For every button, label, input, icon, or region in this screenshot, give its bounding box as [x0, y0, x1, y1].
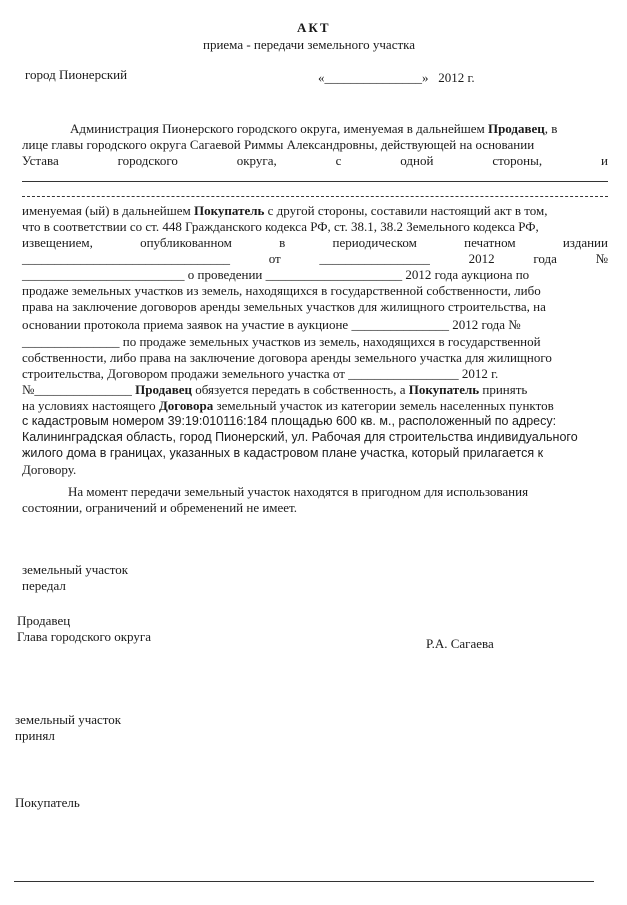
p2-l1-text: именуемая (ый) в дальнейшем	[22, 203, 194, 218]
plot-label-1: земельный участок	[22, 562, 129, 577]
signature-line	[14, 881, 594, 882]
seller-term: Продавец	[487, 121, 545, 136]
word: печатном	[464, 235, 516, 250]
p2-line-16: жилого дома в границах, указанных в кадастровом плане участка, который прилагается к	[22, 446, 544, 460]
buyer-label: Покупатель	[15, 795, 80, 810]
document-title: АКТ	[297, 20, 331, 35]
seller-term: Продавец	[135, 382, 192, 397]
p2-line-14: с кадастровым номером 39:19:010116:184 площадью 600 кв. м., расположенный по адресу:	[22, 414, 557, 428]
word: округа,	[236, 153, 277, 168]
p2-line-9: _______________ по продаже земельных участков из земель, находящихся в государственной	[22, 334, 541, 349]
p1-line-3	[22, 153, 608, 168]
date-line	[318, 70, 475, 85]
p2-line-5: _________________________ о проведении _____________________ 2012 года аукциона по	[22, 267, 530, 282]
word: периодическом	[332, 235, 417, 250]
p2-line-2: что в соответствии со ст. 448 Гражданского кодекса РФ, ст. 38.1, 38.2 Земельного кодекса РФ,	[22, 219, 539, 234]
signatory-name: Р.А. Сагаева	[426, 636, 494, 651]
text: принять	[479, 382, 528, 397]
text: на условиях настоящего	[22, 398, 159, 413]
buyer-term: Покупатель	[408, 382, 480, 397]
word: в	[279, 235, 286, 250]
blank: ________________________________	[22, 251, 230, 266]
received-label: принял	[15, 728, 55, 743]
p1-l1-end: , в	[544, 121, 558, 136]
fill-line	[22, 196, 608, 197]
p2-line-6: продаже земельных участков из земель, находящихся в государственной собственности, либо	[22, 283, 541, 298]
document-subtitle: приема - передачи земельного участка	[203, 37, 416, 52]
word: Устава	[22, 153, 59, 168]
p2-line-11: строительства, Договором продажи земельного участка от _________________ 2012 г.	[22, 366, 499, 381]
date-open-quote: «	[318, 70, 325, 85]
date-blank: _______________	[324, 70, 422, 85]
seller-label: Продавец	[17, 613, 71, 628]
word: городского	[117, 153, 178, 168]
city-label: город Пионерский	[25, 67, 128, 82]
head-label: Глава городского округа	[17, 629, 151, 644]
word: с	[335, 153, 342, 168]
word: №	[595, 251, 608, 266]
buyer-term: Покупатель	[194, 203, 265, 218]
word: стороны,	[492, 153, 543, 168]
p2-line-10: собственности, либо права на заключение договора аренды земельного участка для жилищного	[22, 350, 552, 365]
word: от	[268, 251, 281, 266]
p2-line-12	[22, 382, 527, 397]
p2-l1-end: с другой стороны, составили настоящий акт в том,	[264, 203, 548, 218]
handed-label: передал	[22, 578, 66, 593]
p2-line-3	[22, 235, 608, 250]
word: извещением,	[22, 235, 93, 250]
word: одной	[400, 153, 434, 168]
p2-line-1	[22, 203, 547, 218]
word: 2012	[468, 251, 495, 266]
word: года	[533, 251, 557, 266]
p3-line-2: состоянии, ограничений и обременений не имеет.	[22, 500, 298, 515]
contract-term: Договора	[158, 398, 214, 413]
number-blank: №_______________	[22, 382, 136, 397]
text: земельный участок из категории земель населенных пунктов	[213, 398, 554, 413]
p1-l1-text: Администрация Пионерского городского округа, именуемая в дальнейшем	[70, 121, 488, 136]
p1-line-1	[70, 121, 557, 136]
blank: _________________	[319, 251, 430, 266]
fill-line	[22, 181, 608, 182]
p2-line-17: Договору.	[22, 462, 77, 477]
date-close-quote: »	[422, 70, 429, 85]
p3-line-1: На момент передачи земельный участок находятся в пригодном для использования	[68, 484, 529, 499]
p2-line-7: права на заключение договоров аренды земельных участков для жилищного строительства, на	[22, 299, 546, 314]
text: обязуется передать в собственность, а	[191, 382, 409, 397]
p2-line-4	[22, 251, 608, 266]
word: и	[600, 153, 608, 168]
p2-line-13	[22, 398, 554, 413]
p2-line-15: Калининградская область, город Пионерский, ул. Рабочая для строительства индивидуального	[22, 430, 578, 444]
date-year: 2012 г.	[438, 70, 475, 85]
p2-line-8: основании протокола приема заявок на участие в аукционе _______________ 2012 года №	[22, 317, 521, 332]
p1-line-2: лице главы городского округа Сагаевой Риммы Александровны, действующей на основании	[22, 137, 535, 152]
plot-label-2: земельный участок	[15, 712, 122, 727]
word: издании	[562, 235, 608, 250]
word: опубликованном	[140, 235, 232, 250]
